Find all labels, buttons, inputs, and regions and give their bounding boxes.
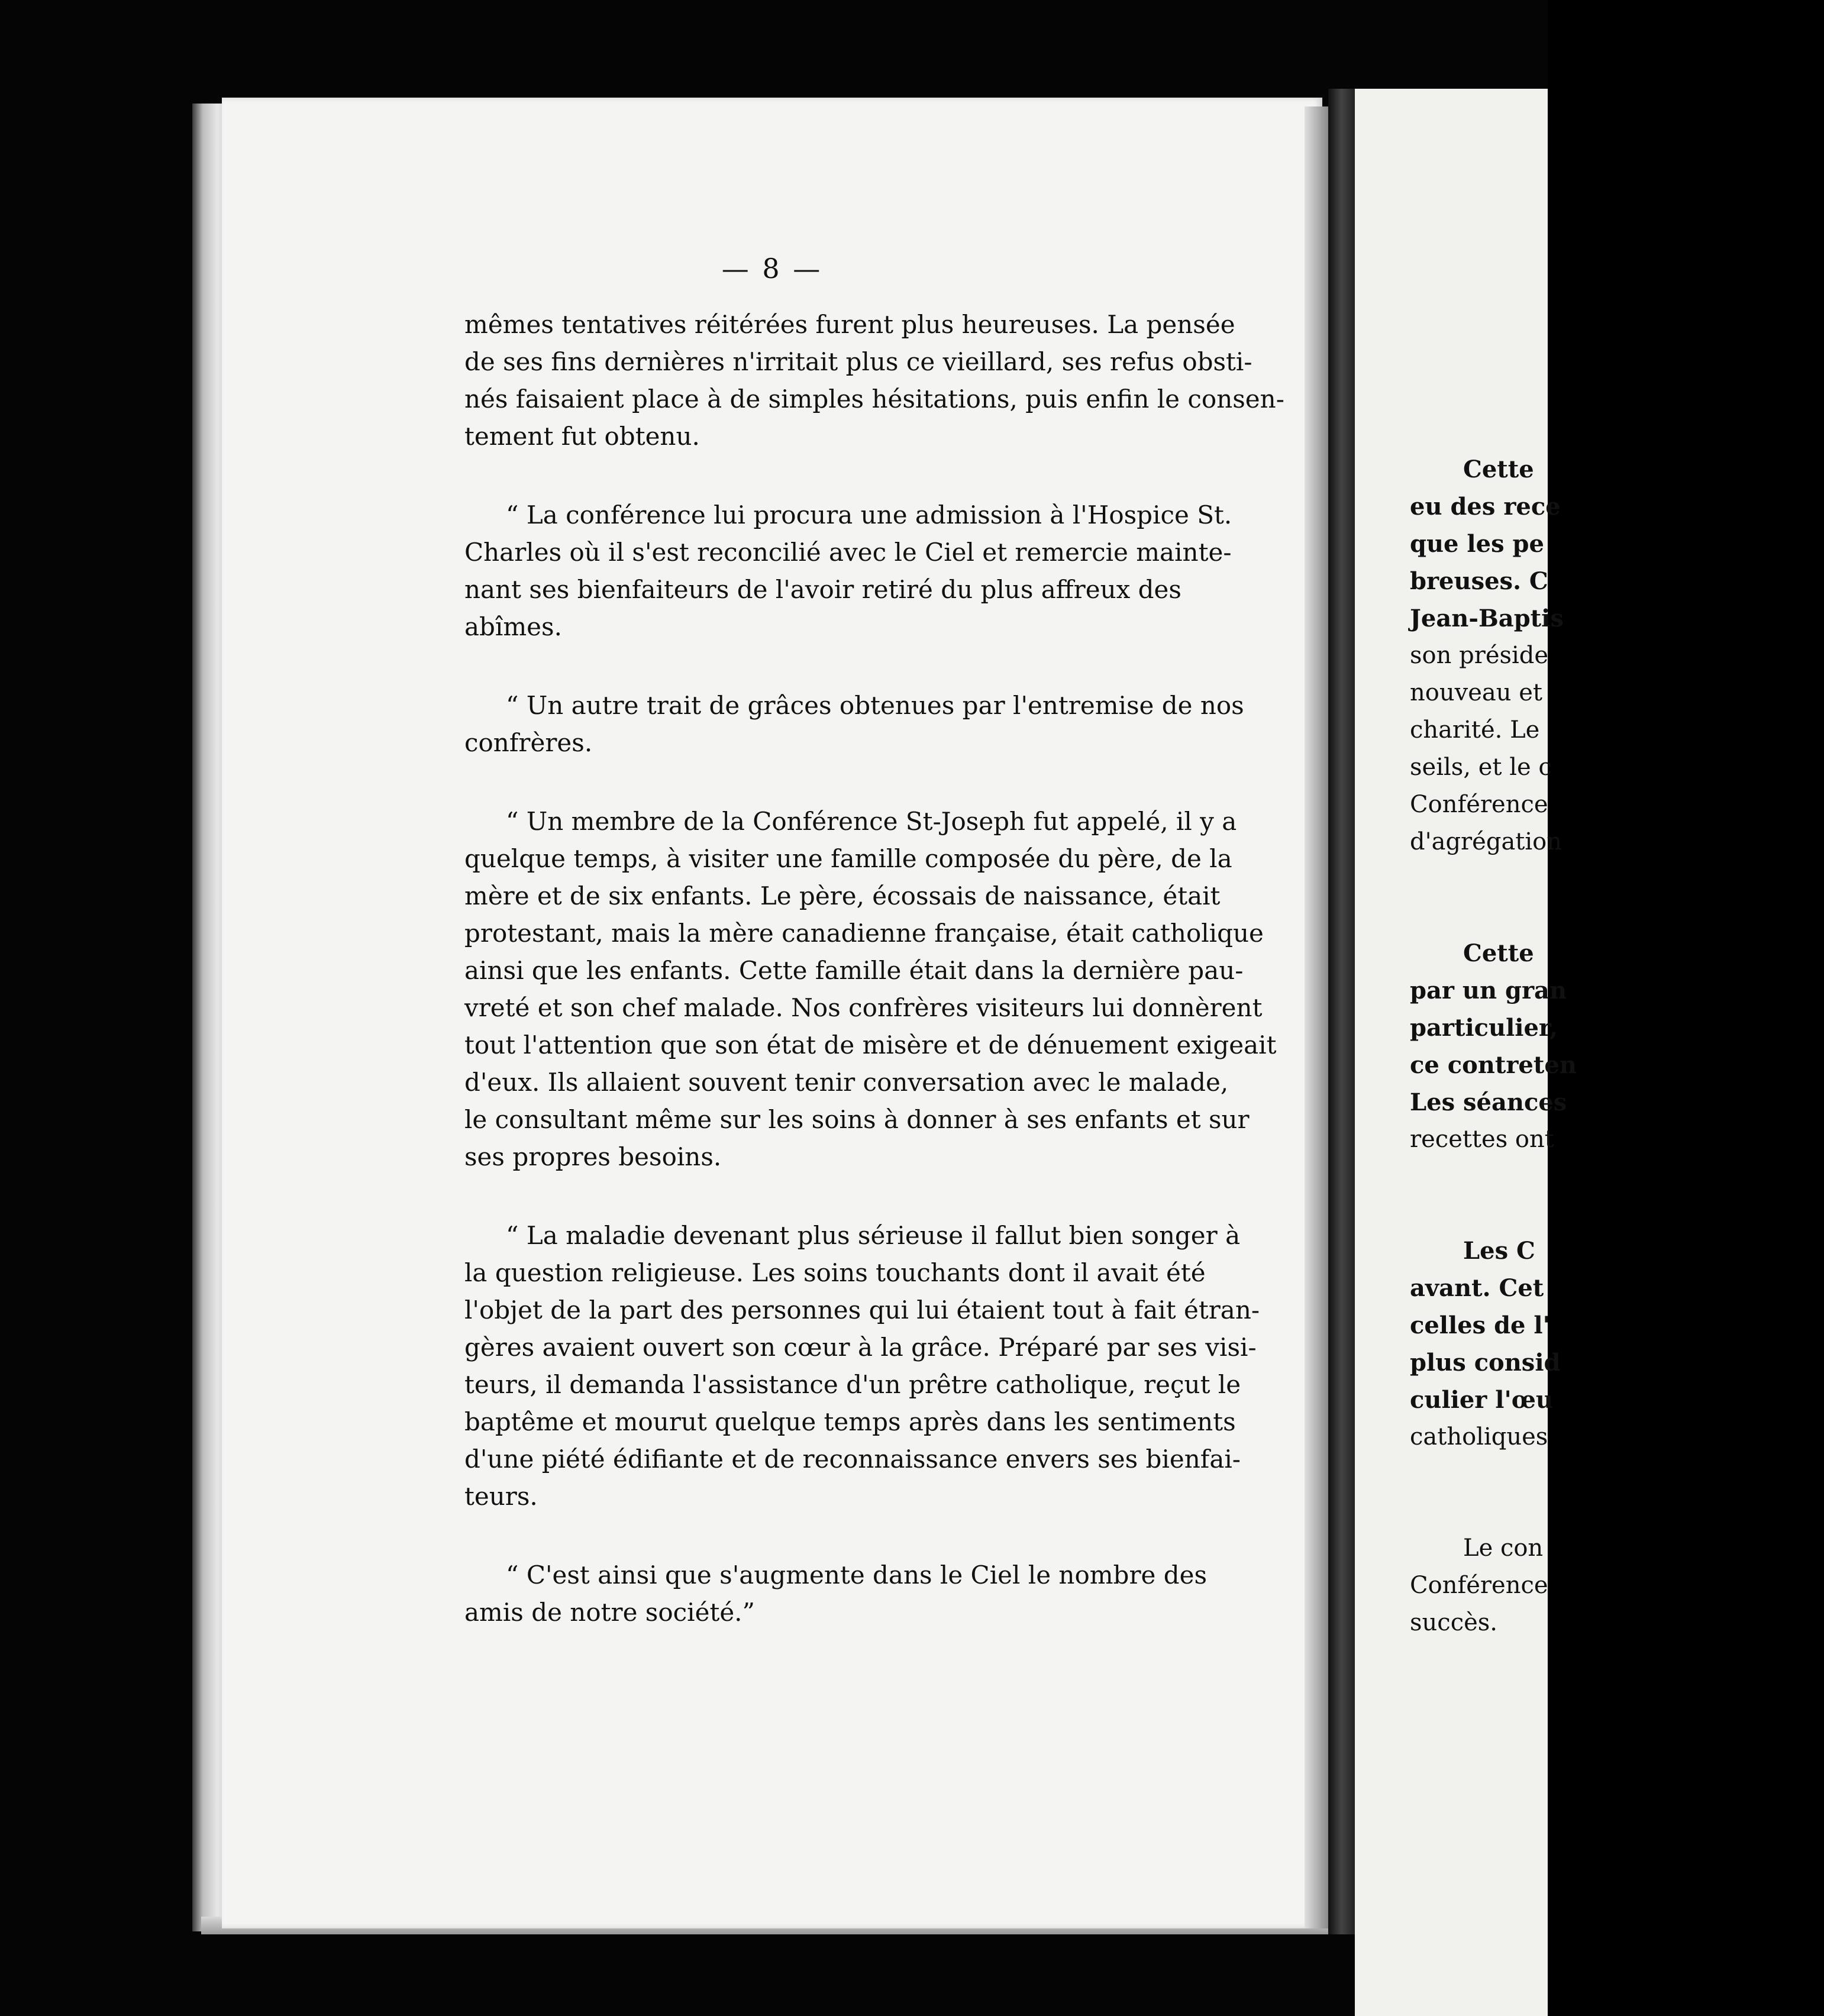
next-page-line: particulier,	[1410, 1014, 1558, 1042]
next-page-line: celles de l'	[1410, 1311, 1550, 1339]
next-page-line: succès.	[1410, 1609, 1498, 1636]
text-line: la question religieuse. Les soins touchants dont il avait été	[464, 1258, 1206, 1287]
text-line: d'eux. Ils allaient souvent tenir conversation avec le malade,	[464, 1068, 1229, 1097]
next-page-paragraph	[1410, 1232, 1824, 1456]
next-page-line: charité. Le	[1410, 716, 1540, 744]
next-page-line: Les séances	[1410, 1088, 1567, 1116]
next-page-line: Le con	[1463, 1534, 1544, 1562]
text-line: “ Un autre trait de grâces obtenues par l'entremise de nos	[506, 691, 1244, 720]
text-line: abîmes.	[464, 612, 562, 641]
text-line: mêmes tentatives réitérées furent plus heureuses. La pensée	[464, 310, 1235, 339]
text-line: tout l'attention que son état de misère et de dénuement exigeait	[464, 1030, 1277, 1059]
text-line: amis de notre société.”	[464, 1598, 755, 1627]
next-page-paragraph	[1410, 1530, 1824, 1642]
next-page-line: culier l'œu	[1410, 1386, 1553, 1414]
next-page-text	[1410, 451, 1824, 1715]
text-line: teurs, il demanda l'assistance d'un prêtre catholique, reçut le	[464, 1370, 1241, 1399]
left-page	[222, 98, 1322, 1928]
paragraph	[464, 687, 1244, 761]
text-line: tement fut obtenu.	[464, 422, 700, 451]
next-page-line: eu des rece	[1410, 493, 1561, 521]
text-line: l'objet de la part des personnes qui lui étaient tout à fait étran-	[464, 1295, 1260, 1324]
next-page-partial	[1355, 89, 1577, 2016]
next-page-line: avant. Cet	[1410, 1274, 1544, 1302]
text-line: protestant, mais la mère canadienne française, était catholique	[464, 919, 1264, 948]
text-line: ses propres besoins.	[464, 1142, 722, 1171]
text-line: nés faisaient place à de simples hésitations, puis enfin le consen-	[464, 385, 1284, 413]
next-page-line: seils, et le c	[1410, 754, 1552, 781]
text-line: “ C'est ainsi que s'augmente dans le Ciel le nombre des	[506, 1561, 1208, 1589]
next-page-line: d'agrégation	[1410, 828, 1562, 855]
text-line: teurs.	[464, 1482, 538, 1511]
next-page-line: recettes ont	[1410, 1126, 1554, 1153]
next-page-line: Cette	[1463, 939, 1534, 967]
next-page-line: plus consid	[1410, 1349, 1561, 1377]
text-line: mère et de six enfants. Le père, écossais de naissance, était	[464, 881, 1221, 910]
page-number: — 8 —	[721, 253, 823, 285]
text-line: baptême et mourut quelque temps après dans les sentiments	[464, 1407, 1236, 1436]
next-page-line: Jean-Baptis	[1410, 605, 1564, 632]
text-line: “ La conférence lui procura une admission à l'Hospice St.	[506, 500, 1232, 529]
page-body-text	[464, 306, 1284, 1672]
next-page-line: ce contreten	[1410, 1051, 1577, 1079]
next-page-line: que les pe	[1410, 530, 1544, 558]
next-page-line: breuses. C	[1410, 567, 1548, 595]
text-line: gères avaient ouvert son cœur à la grâce. Préparé par ses visi-	[464, 1333, 1257, 1362]
next-page-line: catholiques	[1410, 1423, 1548, 1450]
text-line: le consultant même sur les soins à donner à ses enfants et sur	[464, 1105, 1250, 1134]
text-line: d'une piété édifiante et de reconnaissance envers ses bienfai-	[464, 1445, 1241, 1474]
text-line: confrères.	[464, 728, 593, 757]
paragraph	[464, 1217, 1260, 1515]
next-page-line: Cette	[1463, 455, 1534, 483]
next-page-line: Les C	[1463, 1237, 1535, 1265]
text-line: “ Un membre de la Conférence St-Joseph fut appelé, il y a	[506, 807, 1237, 836]
next-page-paragraph	[1410, 935, 1824, 1158]
text-line: ainsi que les enfants. Cette famille était dans la dernière pau-	[464, 956, 1244, 985]
text-line: vreté et son chef malade. Nos confrères visiteurs lui donnèrent	[464, 993, 1263, 1022]
next-page-line: nouveau et	[1410, 679, 1542, 706]
text-line: “ La maladie devenant plus sérieuse il fallut bien songer à	[506, 1221, 1241, 1250]
paragraph	[464, 306, 1284, 455]
next-page-line: par un gran	[1410, 977, 1567, 1004]
paragraph	[464, 803, 1277, 1175]
text-line: quelque temps, à visiter une famille composée du père, de la	[464, 844, 1232, 873]
page-right-edge	[1305, 106, 1328, 1928]
next-page-line: son préside	[1410, 642, 1549, 669]
text-line: nant ses bienfaiteurs de l'avoir retiré du plus affreux des	[464, 575, 1181, 604]
paragraph	[464, 1556, 1208, 1631]
text-line: de ses fins dernières n'irritait plus ce vieillard, ses refus obsti-	[464, 347, 1252, 376]
text-line: Charles où il s'est reconcilié avec le Ciel et remercie mainte-	[464, 538, 1232, 567]
next-page-line: Conférence	[1410, 791, 1548, 818]
paragraph	[464, 496, 1232, 645]
next-page-line: Conférence	[1410, 1572, 1548, 1599]
book-gutter	[1328, 89, 1355, 1934]
next-page-paragraph	[1410, 451, 1824, 861]
